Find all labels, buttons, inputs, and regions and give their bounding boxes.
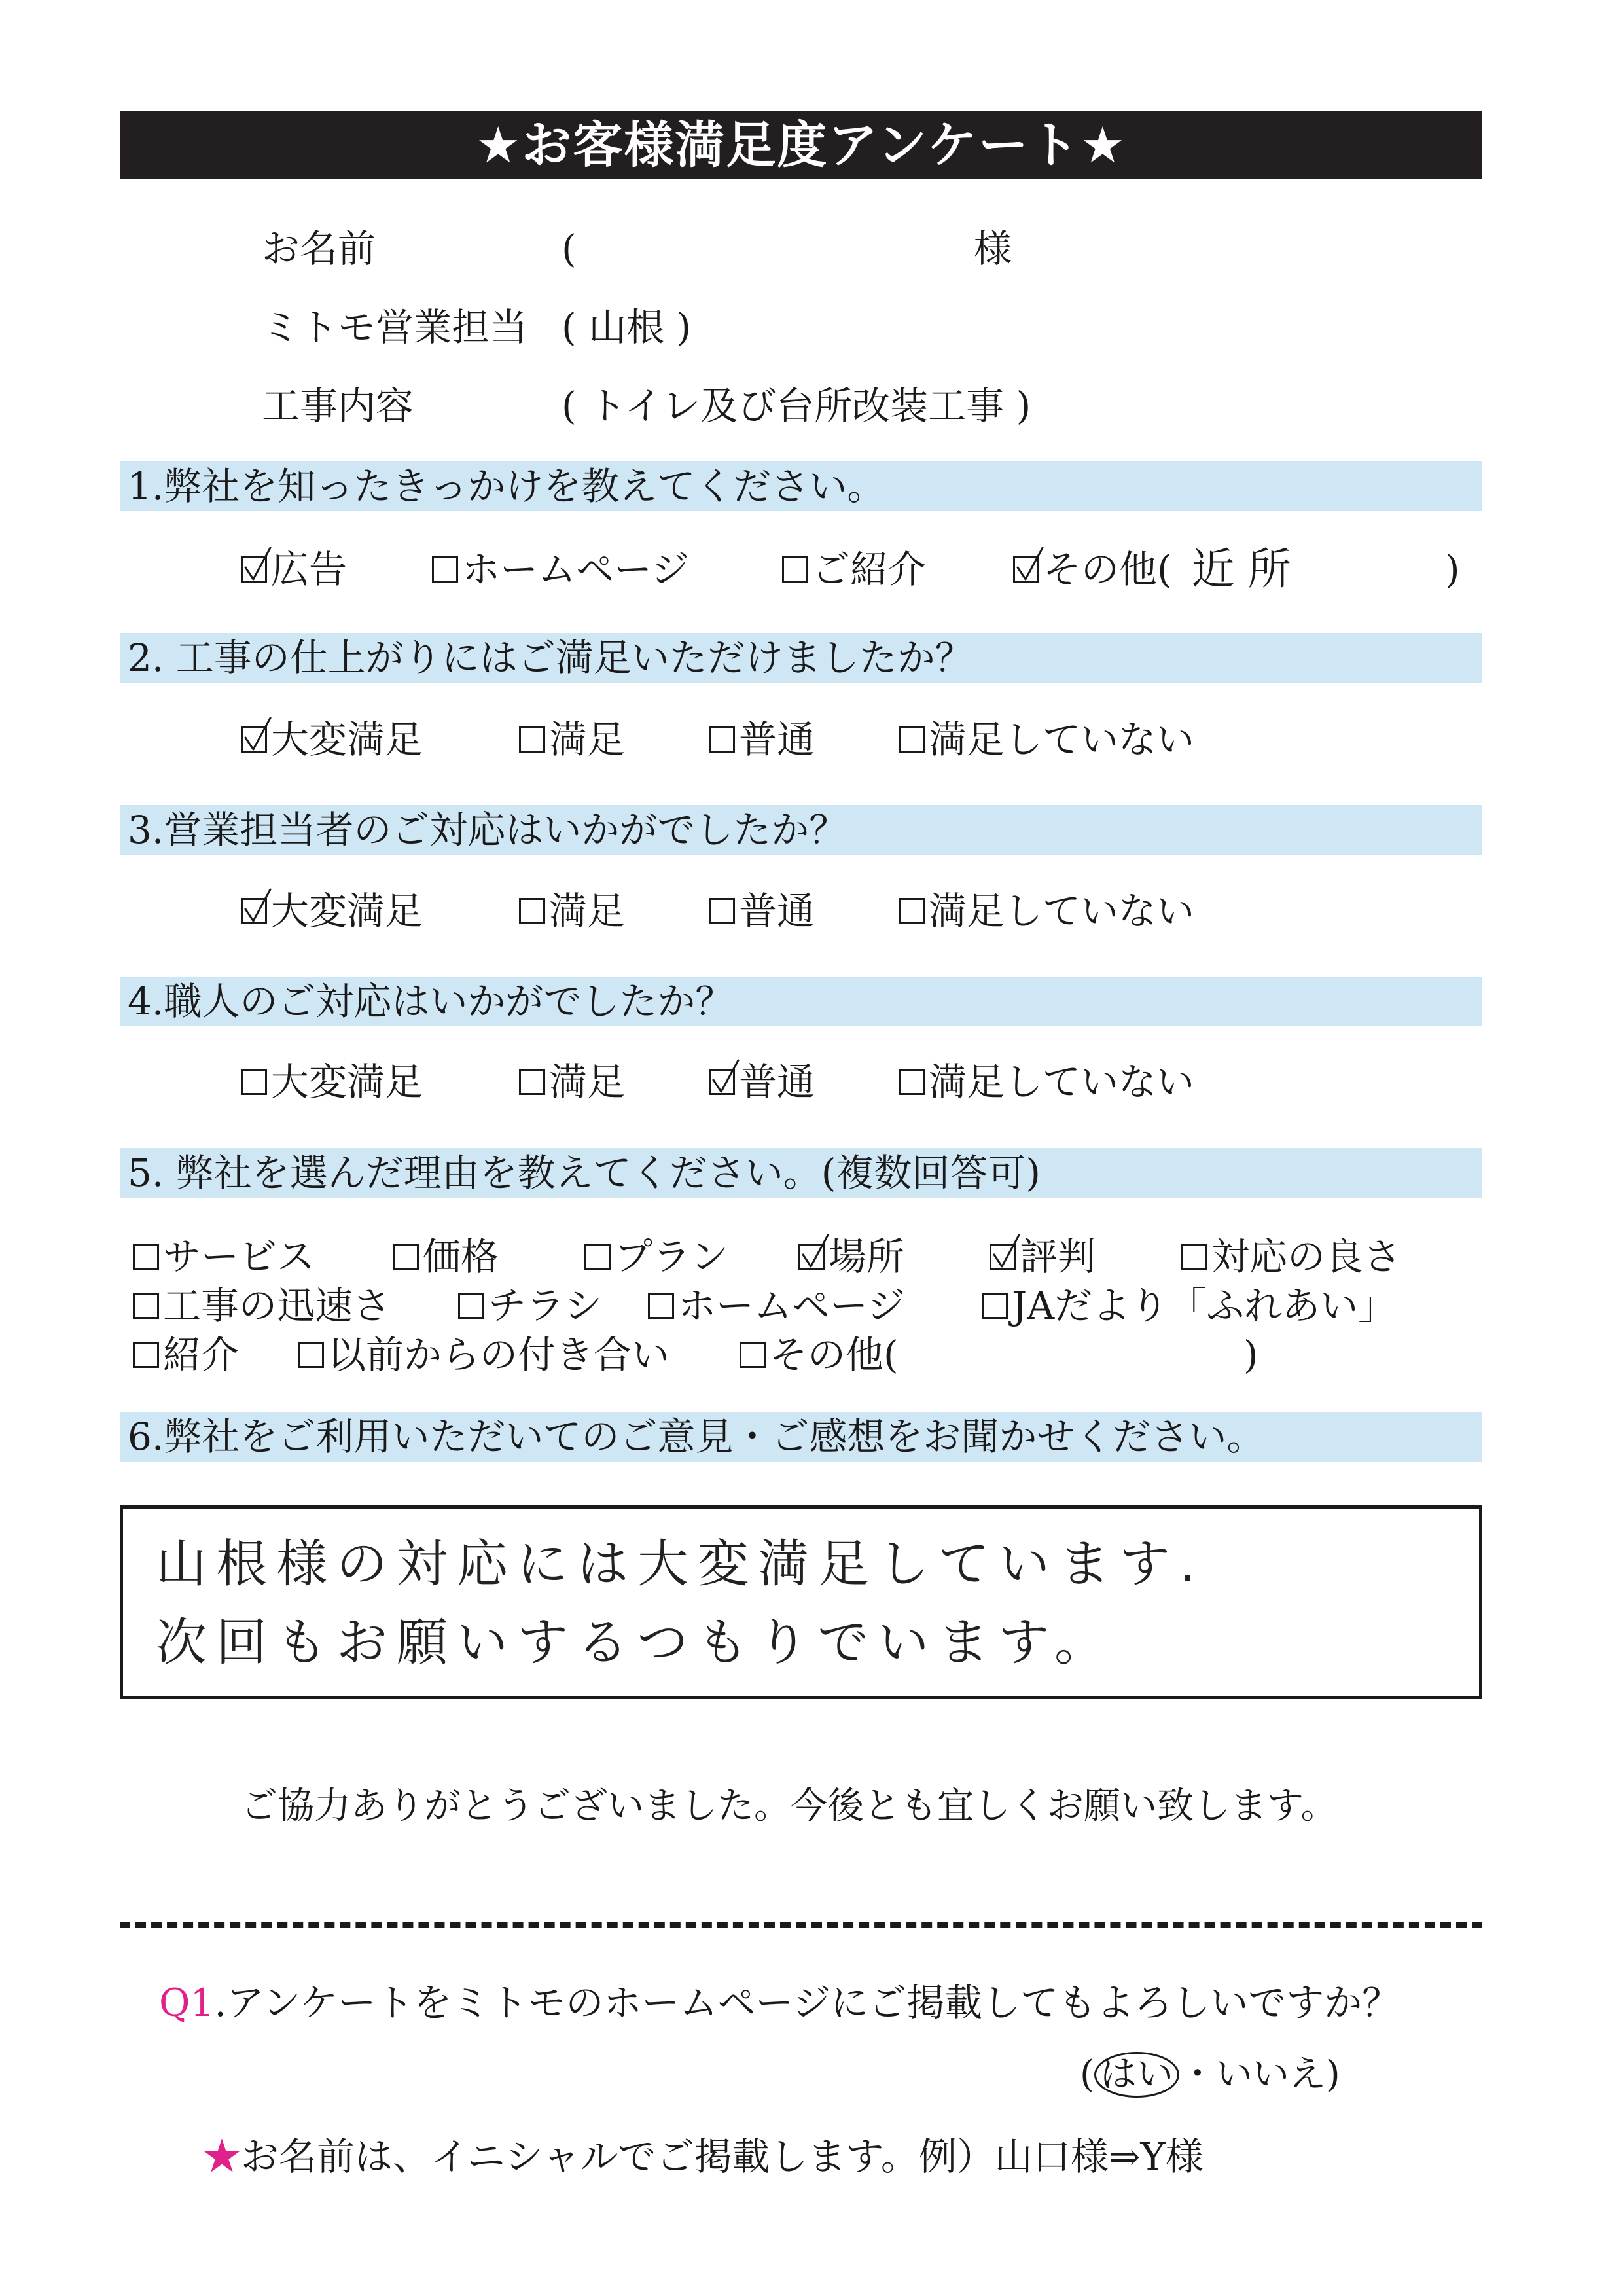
- q5-option-prior-relationship[interactable]: [298, 1329, 669, 1381]
- checkbox[interactable]: [899, 1069, 925, 1095]
- q3-option-average[interactable]: [709, 885, 815, 937]
- option-label: 普通: [739, 717, 815, 762]
- comment-line-1: 山根様の対応には大変満足しています.: [156, 1535, 1205, 1594]
- checkbox[interactable]: [519, 898, 545, 924]
- option-label: チラシ: [488, 1283, 603, 1328]
- checkmark-icon: [988, 1231, 1024, 1273]
- checkbox[interactable]: [133, 1342, 159, 1368]
- question-6: 6.弊社をご利用いただいてのご意見・ご感想をお聞かせください。: [120, 1412, 1482, 1462]
- q1-answer-no[interactable]: いいえ: [1215, 2053, 1326, 2096]
- checkmark-icon: [1011, 544, 1048, 586]
- work-label: 工事内容: [262, 384, 414, 428]
- name-suffix: 様: [974, 226, 1012, 271]
- option-label: 対応の良さ: [1211, 1234, 1402, 1279]
- option-label: ご紹介: [812, 547, 927, 592]
- q2-option-average[interactable]: [709, 713, 815, 766]
- checkbox[interactable]: [798, 1244, 825, 1270]
- option-label: ホームページ: [462, 547, 689, 592]
- checkbox[interactable]: [133, 1293, 159, 1319]
- option-label: 普通: [739, 889, 815, 933]
- checkbox[interactable]: [458, 1293, 484, 1319]
- q2-option-very-satisfied[interactable]: [241, 713, 423, 766]
- checkbox[interactable]: [709, 898, 735, 924]
- checkbox[interactable]: [648, 1293, 674, 1319]
- option-label: ホームページ: [678, 1283, 905, 1328]
- checkbox[interactable]: [899, 726, 925, 753]
- q1-option-homepage[interactable]: [432, 543, 689, 596]
- q5-option-service[interactable]: [133, 1230, 315, 1283]
- option-label: 満足: [549, 1060, 626, 1104]
- option-label: 紹介: [163, 1333, 240, 1377]
- option-label: JAだより「ふれあい」: [1012, 1283, 1397, 1328]
- q1-answer: [1080, 2049, 1340, 2101]
- q5-option-price[interactable]: [393, 1230, 499, 1283]
- q1-answer-close: ): [1325, 2053, 1340, 2096]
- question-4: 4.職人のご対応はいかがでしたか？: [120, 977, 1482, 1026]
- q5-option-introduction[interactable]: [133, 1329, 239, 1381]
- star-icon: ★: [203, 2134, 241, 2179]
- q3-option-satisfied[interactable]: [519, 885, 625, 937]
- option-label: 以前からの付き合い: [328, 1333, 670, 1377]
- option-label: 普通: [739, 1060, 815, 1104]
- checkmark-icon: [796, 1231, 833, 1273]
- thanks-message: ご協力ありがとうございました。今後とも宜しくお願い致します。: [241, 1785, 1338, 1827]
- q5-option-flyer[interactable]: [458, 1280, 602, 1332]
- checkmark-icon: [707, 1056, 743, 1098]
- q5-option-speed[interactable]: [133, 1280, 391, 1332]
- option-label: 満足していない: [929, 889, 1195, 933]
- sales-value: ( 山根 ): [562, 305, 692, 350]
- checkbox[interactable]: [432, 556, 458, 583]
- option-label: 大変満足: [271, 1060, 423, 1104]
- option-label: 大変満足: [271, 717, 423, 762]
- checkbox[interactable]: [298, 1342, 324, 1368]
- name-label: お名前: [262, 226, 376, 271]
- q1-question: [159, 1977, 1400, 2029]
- q1-option-referral[interactable]: [782, 543, 926, 596]
- checkmark-icon: [239, 714, 276, 756]
- option-label: 広告: [271, 547, 348, 592]
- question-1: 1.弊社を知ったきっかけを教えてください。: [120, 461, 1482, 511]
- work-value: ( トイレ及び台所改装工事 ): [562, 384, 1031, 428]
- checkbox[interactable]: [1013, 556, 1039, 583]
- q4-option-satisfied[interactable]: [519, 1056, 625, 1108]
- footer-text: お名前は、イニシャルでご掲載します。例）山口様⇒Y様: [241, 2134, 1204, 2179]
- option-label: その他(: [770, 1333, 899, 1377]
- q5-option-homepage[interactable]: [648, 1280, 905, 1332]
- checkbox[interactable]: [740, 1342, 766, 1368]
- checkmark-icon: [239, 544, 276, 586]
- question-5: 5. 弊社を選んだ理由を教えてください。(複数回答可): [120, 1148, 1482, 1198]
- checkbox[interactable]: [709, 726, 735, 753]
- checkbox[interactable]: [393, 1244, 419, 1270]
- checkbox[interactable]: [133, 1244, 159, 1270]
- option-label: 評判: [1020, 1234, 1096, 1279]
- checkbox[interactable]: [584, 1244, 611, 1270]
- sales-label: ミトモ営業担当: [262, 305, 528, 350]
- q5-option-good-response[interactable]: [1181, 1230, 1401, 1283]
- page-title: ★お客様満足度アンケート★: [120, 111, 1482, 179]
- q1-option-ad[interactable]: [241, 543, 347, 596]
- checkmark-icon: [239, 886, 276, 927]
- checkbox[interactable]: [241, 726, 267, 753]
- option-label: 満足: [549, 717, 626, 762]
- comment-box[interactable]: [120, 1505, 1482, 1699]
- q1-answer-open: (: [1080, 2053, 1094, 2096]
- checkbox[interactable]: [241, 898, 267, 924]
- checkbox[interactable]: [519, 726, 545, 753]
- option-label: 場所: [829, 1234, 905, 1279]
- question-2: 2. 工事の仕上がりにはご満足いただけましたか？: [120, 633, 1482, 683]
- checkbox[interactable]: [990, 1244, 1016, 1270]
- checkbox[interactable]: [899, 898, 925, 924]
- divider: [120, 1922, 1482, 1928]
- checkbox[interactable]: [1181, 1244, 1207, 1270]
- option-label: その他(: [1043, 547, 1172, 592]
- q2-option-satisfied[interactable]: [519, 713, 625, 766]
- option-label: 満足していない: [929, 1060, 1195, 1104]
- option-label: 満足: [549, 889, 626, 933]
- checkbox[interactable]: [709, 1069, 735, 1095]
- option-label: 価格: [423, 1234, 499, 1279]
- q1-prefix: Q1: [159, 1981, 215, 2025]
- checkbox[interactable]: [982, 1293, 1008, 1319]
- q5-option-reputation[interactable]: [990, 1230, 1096, 1283]
- q1-other-close: ): [1445, 547, 1460, 592]
- q1-other-handwritten: 近所: [1191, 544, 1304, 594]
- q5-option-other[interactable]: [740, 1329, 899, 1381]
- q5-option-location[interactable]: [798, 1230, 904, 1283]
- q3-option-not-satisfied[interactable]: [899, 885, 1194, 937]
- comment-line-2: 次回もお願いするつもりでいます。: [156, 1613, 1115, 1672]
- option-label: 大変満足: [271, 889, 423, 933]
- checkbox[interactable]: [241, 1069, 267, 1095]
- option-label: 工事の迅速さ: [163, 1283, 391, 1328]
- option-label: 満足していない: [929, 717, 1195, 762]
- q1-text: .アンケートをミトモのホームページにご掲載してもよろしいですか？: [214, 1981, 1400, 2025]
- q1-option-other[interactable]: [1013, 543, 1304, 596]
- q3-option-very-satisfied[interactable]: [241, 885, 423, 937]
- option-label: サービス: [163, 1234, 315, 1279]
- q5-option-ja-newsletter[interactable]: [982, 1280, 1396, 1332]
- name-paren: (: [562, 226, 577, 271]
- q5-option-plan[interactable]: [584, 1230, 728, 1283]
- question-3: 3.営業担当者のご対応はいかがでしたか？: [120, 805, 1482, 855]
- footer-note: [203, 2130, 1204, 2183]
- option-label: プラン: [615, 1234, 729, 1279]
- checkbox[interactable]: [782, 556, 808, 583]
- checkbox[interactable]: [241, 556, 267, 583]
- q4-option-average[interactable]: [709, 1056, 815, 1108]
- q5-other-close: ): [1243, 1333, 1258, 1377]
- q2-option-not-satisfied[interactable]: [899, 713, 1194, 766]
- q4-option-not-satisfied[interactable]: [899, 1056, 1194, 1108]
- q1-answer-yes[interactable]: はい: [1094, 2052, 1179, 2098]
- q1-answer-separator: ・: [1179, 2053, 1216, 2096]
- checkbox[interactable]: [519, 1069, 545, 1095]
- q4-option-very-satisfied[interactable]: [241, 1056, 423, 1108]
- name-field[interactable]: [589, 226, 955, 272]
